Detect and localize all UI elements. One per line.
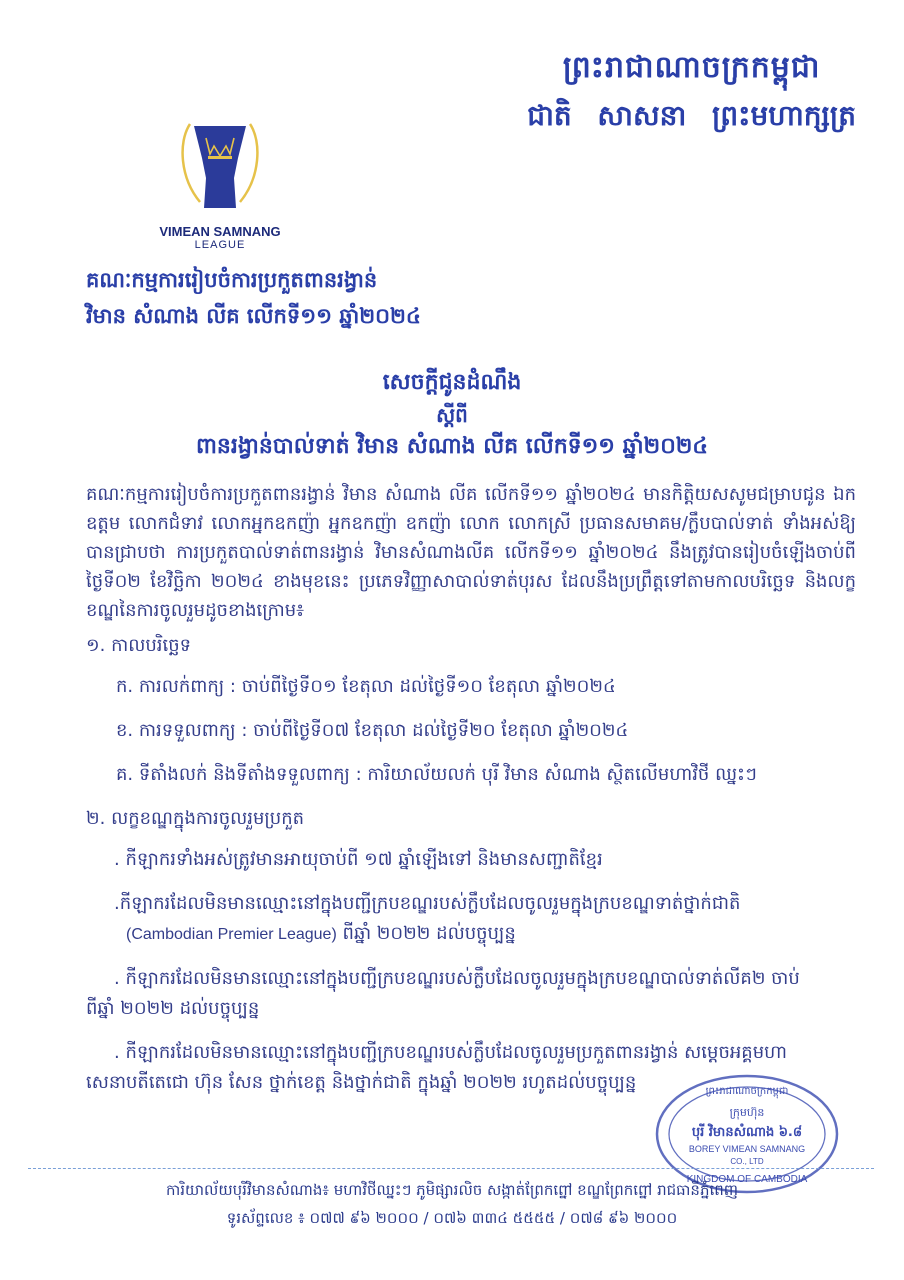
kingdom-header — [527, 48, 856, 139]
footer-divider — [28, 1168, 874, 1169]
stamp-co: CO., LTD — [730, 1157, 764, 1166]
section2-item-2: .កីឡាករដែលមិនមានឈ្មោះនៅក្នុងបញ្ជីក្របខណ្ឌរបស់ក្លឹបដែលចូលរួមក្នុងក្របខណ្ឌទាត់ថ្នាក់ជាតិ — [114, 893, 741, 914]
notice-body — [86, 480, 856, 1098]
stamp-bottom-text: KINGDOM OF CAMBODIA — [686, 1174, 808, 1185]
footer-address: ការិយាល័យបុរីវិមានសំណាង៖ មហាវិថីឈ្នះៗ ភូមិផ្សារលិច សង្កាត់ព្រែកព្នៅ ខណ្ឌព្រែកព្នៅ រាជធានីភ្នំពេញ — [165, 1181, 739, 1199]
section2-item-3-tail: ពីឆ្នាំ ២០២២ ដល់បច្ចុប្បន្ន — [86, 998, 260, 1019]
stamp-name-en: BOREY VIMEAN SAMNANG — [688, 1144, 806, 1154]
kingdom-title: ព្រះរាជាណាចក្រកម្ពុជា — [562, 50, 821, 85]
stamp-name-km: បុរី វិមានសំណាង ៦.៨ — [691, 1125, 803, 1140]
section2-item-4: . កីឡាករដែលមិនមានឈ្មោះនៅក្នុងបញ្ជីក្របខណ្ឌរបស់ក្លឹបដែលចូលរួមប្រកួតពានរង្វាន់ សម្តេចអគ្គមហា — [114, 1042, 788, 1063]
stamp-middle-text: ក្រុមហ៊ុន — [729, 1106, 765, 1119]
section2-item-1: . កីឡាករទាំងអស់ត្រូវមានអាយុចាប់ពី ១៧ ឆ្នាំឡើងទៅ និងមានសញ្ជាតិខ្មែរ — [114, 849, 603, 870]
title-line1: សេចក្តីជូនដំណឹង — [382, 370, 522, 395]
intro-paragraph: គណៈកម្មការរៀបចំការប្រកួតពានរង្វាន់ វិមាន សំណាង លីគ លើកទី១១ ឆ្នាំ២០២៤ មានកិត្តិយសសូមជម្រាបជូន ឯកឧត្តម លោកជំទាវ លោកអ្នកឧកញ៉ា អ្នកឧកញ៉ា ឧកញ៉ា លោក លោកស្រី ប្រធានសមាគម/ក្លឹបបាល់ទាត់ ទាំងអស់ឱ្យបានជ្រាបថា ការប្រកួតបាល់ទាត់ពានរង្វាន់ វិមានសំណាងលីគ លើកទី១១ ឆ្នាំ២០២៤ នឹងត្រូវបានរៀបចំឡើងចាប់ពី ថ្ងៃទី០២ ខែវិច្ឆិកា ២០២៤ ខាងមុខនេះ ប្រភេទវិញ្ញាសាបាល់ទាត់បុរស ដែលនឹងប្រព្រឹត្តទៅតាមកាលបរិច្ឆេទ និងលក្ខខណ្ឌនៃការចូលរួមដូចខាងក្រោម៖ — [86, 484, 856, 621]
section2-heading: ២. លក្ខខណ្ឌក្នុងការចូលរួមប្រកួត — [86, 808, 305, 829]
logo-name: VIMEAN SAMNANG — [159, 224, 281, 239]
trophy-logo-icon — [150, 118, 290, 218]
national-motto: ជាតិ សាសនា ព្រះមហាក្សត្រ — [527, 99, 856, 132]
committee-line2: វិមាន សំណាង លីគ លើកទី១១ ឆ្នាំ២០២៤ — [86, 304, 421, 328]
logo-sub: LEAGUE — [194, 239, 246, 251]
title-line3: ពានរង្វាន់បាល់ទាត់ វិមាន សំណាង លីគ លើកទី១១ ឆ្នាំ២០២៤ — [195, 434, 709, 459]
section1-item-b: ខ. ការទទួលពាក្យ : ចាប់ពីថ្ងៃទី០៧ ខែតុលា ដល់ថ្ងៃទី២០ ខែតុលា ឆ្នាំ២០២៤ — [116, 720, 629, 741]
title-line2: ស្តីពី — [436, 403, 468, 427]
notice-title — [0, 366, 904, 464]
committee-block — [86, 262, 421, 334]
cpl-tail: ពីឆ្នាំ ២០២២ ដល់បច្ចុប្បន្ន — [342, 923, 516, 944]
section1-item-a: ក. ការលក់ពាក្យ : ចាប់ពីថ្ងៃទី០១ ខែតុលា ដល់ថ្ងៃទី១០ ខែតុលា ឆ្នាំ២០២៤ — [116, 676, 616, 697]
footer-phones: ទូរស័ព្ទលេខ ៖ ០៧៧ ៩៦ ២០០០ / ០៧៦ ៣៣៤ ៥៥៥៥ / ០៧៨ ៩៦ ២០០០ — [226, 1209, 678, 1227]
section1-item-c: គ. ទីតាំងលក់ និងទីតាំងទទួលពាក្យ : ការិយាល័យលក់ បុរី វិមាន សំណាង ស្ថិតលើមហាវិថី ឈ្នះៗ — [116, 764, 757, 785]
section2-item-4-tail: សេនាបតីតេជោ ហ៊ុន សែន ថ្នាក់ខេត្ត និងថ្នាក់ជាតិ ក្នុងឆ្នាំ ២០២២ រហូតដល់បច្ចុប្បន្ន — [86, 1072, 637, 1093]
section2-item-3: . កីឡាករដែលមិនមានឈ្មោះនៅក្នុងបញ្ជីក្របខណ្ឌរបស់ក្លឹបដែលចូលរួមក្នុងក្របខណ្ឌបាល់ទាត់លីគ២ ចាប់ — [114, 968, 800, 989]
section1-heading: ១. កាលបរិច្ឆេទ — [86, 635, 192, 656]
footer — [0, 1176, 904, 1232]
section2-item-2-tail — [126, 919, 856, 950]
cpl-latin: (Cambodian Premier League) — [126, 926, 337, 943]
committee-line1: គណៈកម្មការរៀបចំការប្រកួតពានរង្វាន់ — [86, 268, 378, 292]
stamp-top-text: ព្រះរាជាណាចក្រកម្ពុជា — [705, 1086, 789, 1097]
league-logo — [150, 118, 290, 251]
